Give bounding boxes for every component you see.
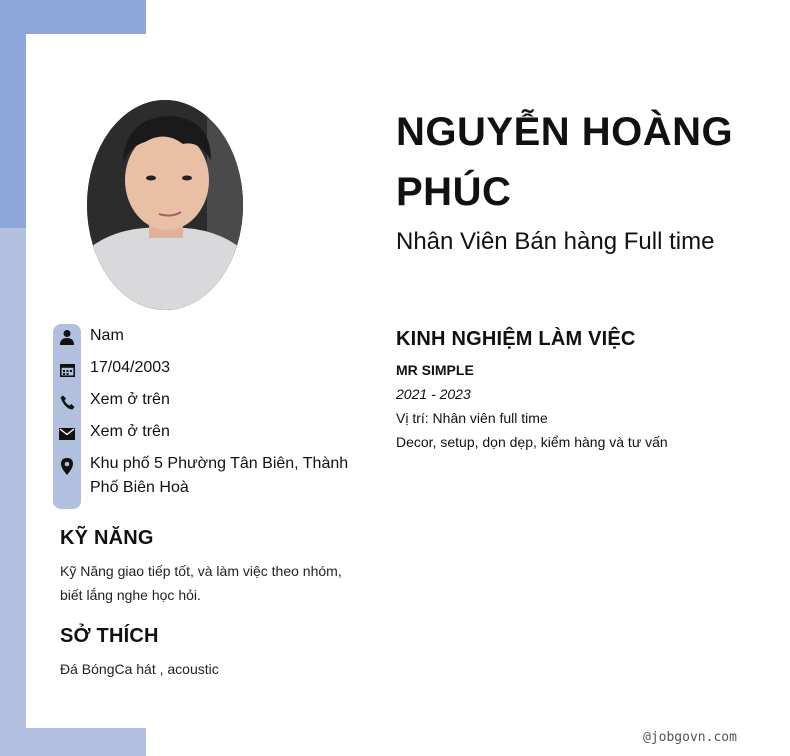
phone-icon: [59, 394, 75, 410]
experience-position: Vị trí: Nhân viên full time: [396, 410, 548, 426]
skills-heading: KỸ NĂNG: [60, 527, 154, 549]
phone-text: Xem ở trên: [90, 391, 170, 408]
email-icon: [59, 426, 75, 442]
job-title: Nhân Viên Bán hàng Full time: [396, 228, 715, 255]
gender-text: Nam: [90, 327, 124, 344]
birthday-text: 17/04/2003: [90, 359, 171, 376]
profile-photo: [87, 100, 243, 310]
hobbies-heading: SỞ THÍCH: [60, 625, 159, 647]
skills-text: Kỹ Năng giao tiếp tốt, và làm việc theo nhóm, biết lắng nghe học hỏi.: [60, 563, 342, 603]
address-text: Khu phố 5 Phường Tân Biên, Thành Phố Biên Hoà: [90, 455, 349, 496]
email-text: Xem ở trên: [90, 423, 170, 440]
person-icon: [59, 329, 75, 345]
contact-icon-strip: [53, 324, 81, 509]
calendar-icon: [59, 362, 75, 378]
experience-description: Decor, setup, dọn dẹp, kiểm hàng và tư vấn: [396, 434, 668, 450]
watermark-text: @jobgovn.com: [643, 730, 737, 745]
experience-company: MR SIMPLE: [396, 362, 474, 378]
experience-period: 2021 - 2023: [396, 386, 471, 402]
experience-heading: KINH NGHIỆM LÀM VIỆC: [396, 328, 636, 350]
location-pin-icon: [59, 458, 75, 474]
hobbies-text: Đá BóngCa hát , acoustic: [60, 661, 219, 677]
candidate-name: NGUYỄN HOÀNG PHÚC: [396, 110, 734, 214]
